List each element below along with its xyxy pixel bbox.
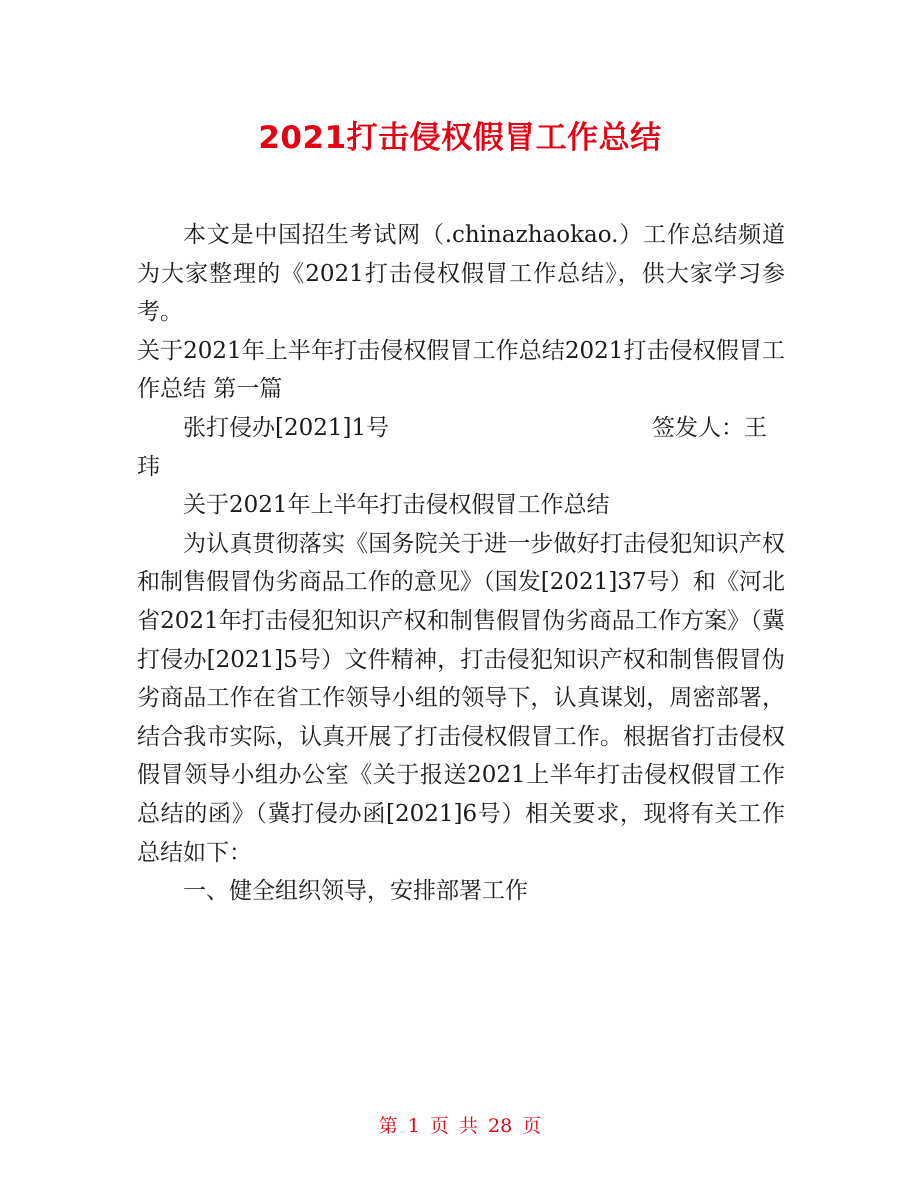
signer-label: 签发人：王 <box>652 414 767 441</box>
signer-tail: 玮 <box>137 453 160 480</box>
main-paragraph: 为认真贯彻落实《国务院关于进一步做好打击侵犯知识产权和制售假冒伪劣商品工作的意见》（国发[2021]37号）和《河北省2021年打击侵犯知识产权和制售假冒伪劣商品工作方案》（冀打侵办[2021]5号）文件精神，打击侵犯知识产权和制售假冒伪劣商品工作在省工作领导小组的领导下，认真谋划，周密部署，结合我市实际，认真开展了打击侵权假冒工作。根据省打击侵权假冒领导小组办公室《关于报送2021上半年打击侵权假冒工作总结的函》（冀打侵办函[2021]6号）相关要求，现将有关工作总结如下： <box>137 530 785 866</box>
subtitle-paragraph: 关于2021年上半年打击侵权假冒工作总结 <box>183 492 610 519</box>
document-body <box>137 216 785 911</box>
page-footer: 第 1 页 共 28 页 <box>378 1115 542 1137</box>
section-heading-1: 一、健全组织领导，安排部署工作 <box>183 878 528 905</box>
doc-number-row <box>137 409 785 448</box>
document-title: 2021打击侵权假冒工作总结 <box>258 120 662 156</box>
doc-number: 张打侵办[2021]1号 <box>183 414 390 441</box>
heading-paragraph: 关于2021年上半年打击侵权假冒工作总结2021打击侵权假冒工作总结 第一篇 <box>137 337 785 403</box>
intro-paragraph: 本文是中国招生考试网（.chinazhaokao.）工作总结频道为大家整理的《2021打击侵权假冒工作总结》，供大家学习参考。 <box>137 222 785 326</box>
